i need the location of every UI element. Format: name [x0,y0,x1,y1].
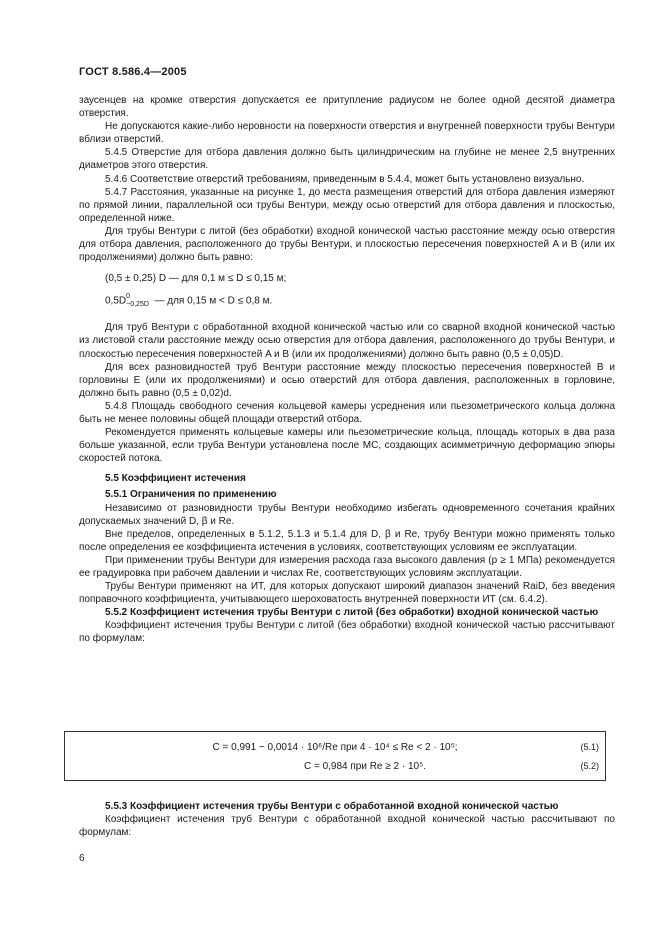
paragraph: Коэффициент истечения трубы Вентури с литой (без обработки) входной конической частью рассчитывают по формулам: [79,620,615,645]
paragraph: Вне пределов, определенных в 5.1.2, 5.1.3 и 5.1.4 для D, β и Re, трубу Вентури можно применять только после определения ее коэффициента истечения в условиях, соответствующих условиям ее эксплуатации. [79,528,615,553]
formula-row-5-1 [65,741,605,757]
paragraph: Для трубы Вентури с литой (без обработки) входной конической частью расстояние между осью отверстия для отбора давления, расположенного до трубы Вентури, и плоскостью пересечения поверхностей A и B (или их продолжениями) должно быть равно: [79,225,615,264]
paragraph: Рекомендуется применять кольцевые камеры или пьезометрические кольца, площадь которых в два раза больше указанной, если труба Вентури установлена после МС, создающих асимметричную деформацию эпюры скоростей потока. [79,427,615,465]
formula-b-main: 0,5D [105,295,127,307]
clause-5-4-8: 5.4.8 Площадь свободного сечения кольцевой камеры усреднения или пьезометрического кольца должна быть не менее половины общей площади отверстий отбора. [79,400,615,425]
formula-number-5-2: (5.2) [580,761,599,771]
page-number: 6 [79,853,85,864]
formula-box [64,731,606,781]
formula-row-5-2 [65,760,605,776]
paragraph: При применении трубы Вентури для измерения расхода газа высокого давления (p ≥ 1 МПа) рекомендуется ее градуировка при рабочем давлении и числах Re, соответствующих условиям эксплуатации. [79,554,615,579]
formula-number-5-1: (5.1) [580,742,599,752]
paragraph: Для труб Вентури с обработанной входной конической частью или со сварной входной конической частью из листовой стали расстояние между осью отверстия для отбора давления, расположенного до трубы Вентури, и плоскостью пересечения поверхностей A и B (или их продолжениями) должно быть равно (0,5 ± 0,05)D. [79,322,615,360]
heading-5-5-2: 5.5.2 Коэффициент истечения трубы Вентури с литой (без обработки) входной конической частью [105,607,599,619]
heading-5-5-3: 5.5.3 Коэффициент истечения трубы Вентури с обработанной входной конической частью [105,801,559,812]
heading-5-5-1: 5.5.1 Ограничения по применению [105,489,277,501]
formula-b-rest: — для 0,15 м < D ≤ 0,8 м. [154,295,273,307]
formula-distance-b [105,293,615,309]
formula-5-2: C = 0,984 при Re ≥ 2 · 10⁵. [303,761,427,772]
heading-5-5: 5.5 Коэффициент истечения [105,473,246,485]
clause-5-4-6: 5.4.6 Соответствие отверстий требованиям, приведенным в 5.4.4, может быть установлено визуально. [105,173,585,185]
clause-5-4-5: 5.4.5 Отверстие для отбора давления должно быть цилиндрическим на глубине не менее 2,5 внутренних диаметров этого отверстия. [79,147,615,172]
paragraph: Трубы Вентури применяют на ИТ, для которых допускают широкий диапазон значений RaiD, без введения поправочного коэффициента, учитывающего шероховатость внутренней поверхности ИТ (см. 6.4.2). [79,581,615,606]
clause-5-4-7: 5.4.7 Расстояния, указанные на рисунке 1, до места размещения отверстий для отбора давления измеряют по прямой линии, параллельной оси трубы Вентури, между осью отверстий для отбора давления и плоскостью, определенной ниже. [79,186,615,224]
paragraph: Коэффициент истечения труб Вентури с обработанной входной конической частью рассчитывают по формулам: [79,814,615,839]
paragraph: Независимо от разновидности трубы Вентури необходимо избегать одновременного сочетания крайних допускаемых значений D, β и Re. [79,502,615,527]
paragraph: Не допускаются какие-либо неровности на поверхности отверстия и внутренней поверхности трубы Вентури вблизи отверстий. [79,121,615,146]
formula-b-sup: 0 [126,293,131,301]
main-text [79,94,615,646]
formula-b-sub: −0,25D [126,301,149,309]
formula-distance-a: (0,5 ± 0,25) D — для 0,1 м ≤ D ≤ 0,15 м; [105,273,287,285]
paragraph: Для всех разновидностей труб Вентури расстояние между плоскостью пересечения поверхностей B и горловины E (или их продолжениями) и осью отверстий для отбора давления, расположенных в горловине, должно быть равно (0,5 ± 0,02)d. [79,361,615,399]
formula-5-1: C = 0,991 − 0,0014 · 10⁶/Re при 4 · 10⁴ ≤ Re < 2 · 10⁵; [212,742,458,753]
paragraph: заусенцев на кромке отверстия допускается ее притупление радиусом не более одной десятой диаметра отверстия. [79,95,615,120]
document-header: ГОСТ 8.586.4—2005 [79,66,187,78]
bottom-text [79,800,615,839]
